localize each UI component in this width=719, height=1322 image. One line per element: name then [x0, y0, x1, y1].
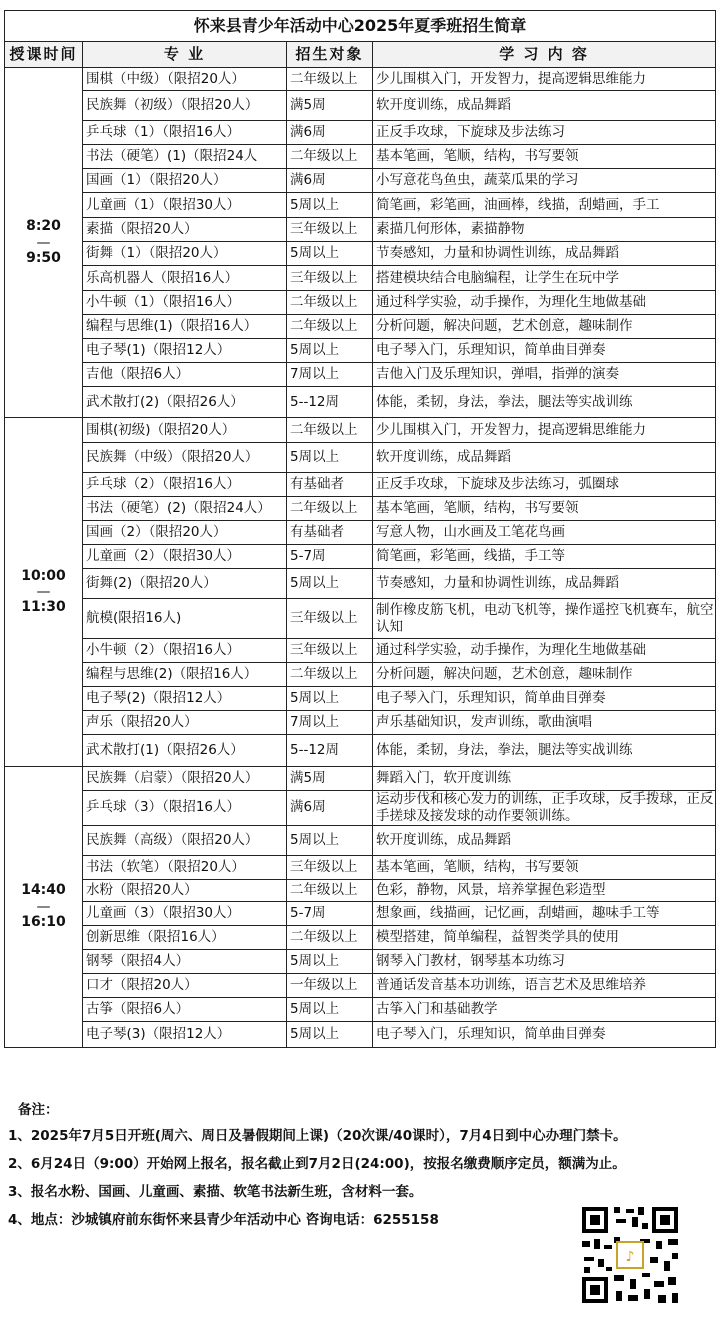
cell-content: 正反手攻球，下旋球及步法练习	[373, 121, 716, 145]
cell-target: 满6周	[287, 121, 373, 145]
cell-target: 5周以上	[287, 443, 373, 473]
cell-target: 5周以上	[287, 687, 373, 711]
cell-target: 5--12周	[287, 387, 373, 418]
table-row	[5, 418, 716, 443]
note-item: 4、地点：沙城镇府前东街怀来县青少年活动中心 咨询电话：6255158	[8, 1212, 439, 1228]
table-row	[5, 879, 716, 901]
cell-target: 5周以上	[287, 1021, 373, 1047]
cell-target: 满5周	[287, 91, 373, 121]
cell-content: 声乐基础知识，发声训练，歌曲演唱	[373, 711, 716, 735]
cell-course: 水粉（限招20人）	[83, 879, 287, 901]
cell-target: 二年级以上	[287, 291, 373, 315]
table-row	[5, 521, 716, 545]
cell-content: 体能，柔韧，身法，拳法，腿法等实战训练	[373, 387, 716, 418]
qr-code-icon	[578, 1203, 682, 1307]
cell-course: 书法（软笔）（限招20人）	[83, 855, 287, 879]
cell-course: 乐高机器人（限招16人）	[83, 266, 287, 291]
cell-course: 儿童画（3）（限招30人）	[83, 901, 287, 925]
table-row	[5, 639, 716, 663]
table-row	[5, 121, 716, 145]
cell-target: 二年级以上	[287, 879, 373, 901]
cell-content: 基本笔画，笔顺，结构，书写要领	[373, 145, 716, 169]
cell-content: 节奏感知，力量和协调性训练，成品舞蹈	[373, 242, 716, 266]
cell-target: 有基础者	[287, 521, 373, 545]
cell-content: 软开度训练，成品舞蹈	[373, 825, 716, 855]
table-row	[5, 855, 716, 879]
table-row	[5, 68, 716, 91]
table-row	[5, 497, 716, 521]
time-start: 10:00	[21, 567, 66, 584]
cell-target: 5周以上	[287, 242, 373, 266]
enrollment-sheet	[4, 10, 715, 1048]
table-row	[5, 193, 716, 218]
cell-target: 5-7周	[287, 545, 373, 569]
cell-target: 有基础者	[287, 473, 373, 497]
table-row	[5, 569, 716, 599]
header-row	[5, 42, 716, 68]
time-end: 16:10	[21, 913, 66, 930]
table-row	[5, 443, 716, 473]
table-row	[5, 973, 716, 997]
cell-content: 吉他入门及乐理知识，弹唱，指弹的演奏	[373, 363, 716, 387]
cell-course: 乒乓球（1）（限招16人）	[83, 121, 287, 145]
time-sep: —	[36, 234, 51, 251]
cell-course: 素描（限招20人）	[83, 218, 287, 242]
cell-target: 三年级以上	[287, 639, 373, 663]
cell-content: 基本笔画，笔顺，结构，书写要领	[373, 855, 716, 879]
table-row	[5, 767, 716, 791]
cell-course: 电子琴(3)（限招12人）	[83, 1021, 287, 1047]
table-row	[5, 545, 716, 569]
cell-content: 少儿围棋入门，开发智力，提高逻辑思维能力	[373, 418, 716, 443]
cell-course: 街舞（1）（限招20人）	[83, 242, 287, 266]
qr-code-graphic	[578, 1203, 682, 1307]
cell-target: 二年级以上	[287, 663, 373, 687]
table-row	[5, 687, 716, 711]
cell-course: 电子琴(1)（限招12人）	[83, 339, 287, 363]
cell-course: 乒乓球（3）（限招16人）	[83, 791, 287, 826]
table-row	[5, 339, 716, 363]
cell-course: 武术散打(1)（限招26人）	[83, 735, 287, 767]
cell-target: 二年级以上	[287, 418, 373, 443]
header-time: 授课时间	[5, 42, 83, 68]
cell-content: 节奏感知，力量和协调性训练，成品舞蹈	[373, 569, 716, 599]
cell-course: 民族舞（初级）（限招20人）	[83, 91, 287, 121]
cell-target: 一年级以上	[287, 973, 373, 997]
cell-target: 5周以上	[287, 997, 373, 1021]
time-start: 14:40	[21, 882, 66, 899]
cell-content: 搭建模块结合电脑编程，让学生在玩中学	[373, 266, 716, 291]
note-item: 2、6月24日（9:00）开始网上报名，报名截止到7月2日(24:00)，按报名缴费顺序定员，额满为止。	[8, 1156, 626, 1172]
cell-content: 电子琴入门，乐理知识，简单曲目弹奏	[373, 687, 716, 711]
time-end: 9:50	[26, 249, 61, 266]
cell-course: 民族舞（中级）（限招20人）	[83, 443, 287, 473]
cell-content: 钢琴入门教材，钢琴基本功练习	[373, 949, 716, 973]
cell-content: 模型搭建，简单编程，益智类学具的使用	[373, 925, 716, 949]
table-row	[5, 599, 716, 639]
table-row	[5, 291, 716, 315]
cell-content: 软开度训练，成品舞蹈	[373, 443, 716, 473]
table-row	[5, 266, 716, 291]
cell-content: 小写意花鸟鱼虫，蔬菜瓜果的学习	[373, 169, 716, 193]
cell-content: 想象画，线描画，记忆画，刮蜡画，趣味手工等	[373, 901, 716, 925]
session-time	[5, 418, 83, 767]
table-row	[5, 387, 716, 418]
table-row	[5, 925, 716, 949]
cell-content: 正反手攻球，下旋球及步法练习，弧圈球	[373, 473, 716, 497]
cell-content: 舞蹈入门，软开度训练	[373, 767, 716, 791]
table-row	[5, 169, 716, 193]
cell-target: 二年级以上	[287, 145, 373, 169]
cell-content: 制作橡皮筋飞机，电动飞机等，操作遥控飞机赛车，航空认知	[373, 599, 716, 639]
table-row	[5, 711, 716, 735]
cell-content: 素描几何形体，素描静物	[373, 218, 716, 242]
header-target: 招生对象	[287, 42, 373, 68]
cell-content: 软开度训练，成品舞蹈	[373, 91, 716, 121]
cell-target: 5周以上	[287, 949, 373, 973]
schedule-table	[4, 10, 716, 1048]
table-row	[5, 1021, 716, 1047]
cell-target: 满6周	[287, 791, 373, 826]
cell-course: 古筝（限招6人）	[83, 997, 287, 1021]
session-time	[5, 68, 83, 418]
table-row	[5, 735, 716, 767]
cell-course: 小牛顿（2）（限招16人）	[83, 639, 287, 663]
cell-course: 民族舞（高级）（限招20人）	[83, 825, 287, 855]
cell-target: 5--12周	[287, 735, 373, 767]
notes-heading: 备注：	[18, 1102, 59, 1118]
table-row	[5, 363, 716, 387]
cell-course: 航模(限招16人)	[83, 599, 287, 639]
table-row	[5, 91, 716, 121]
time-sep: —	[36, 898, 51, 915]
table-row	[5, 315, 716, 339]
table-row	[5, 825, 716, 855]
table-row	[5, 791, 716, 826]
cell-content: 通过科学实验，动手操作，为理化生地做基础	[373, 639, 716, 663]
cell-target: 满5周	[287, 767, 373, 791]
table-row	[5, 473, 716, 497]
cell-course: 小牛顿（1）（限招16人）	[83, 291, 287, 315]
cell-content: 电子琴入门，乐理知识，简单曲目弹奏	[373, 339, 716, 363]
table-row	[5, 242, 716, 266]
time-end: 11:30	[21, 599, 66, 615]
cell-content: 古筝入门和基础教学	[373, 997, 716, 1021]
table-row	[5, 901, 716, 925]
cell-content: 体能，柔韧，身法，拳法，腿法等实战训练	[373, 735, 716, 767]
cell-course: 创新思维（限招16人）	[83, 925, 287, 949]
cell-target: 三年级以上	[287, 266, 373, 291]
cell-course: 书法（硬笔）(2)（限招24人）	[83, 497, 287, 521]
cell-content: 分析问题，解决问题，艺术创意，趣味制作	[373, 663, 716, 687]
cell-target: 5-7周	[287, 901, 373, 925]
cell-content: 色彩，静物，风景，培养掌握色彩造型	[373, 879, 716, 901]
cell-course: 声乐（限招20人）	[83, 711, 287, 735]
cell-target: 二年级以上	[287, 315, 373, 339]
cell-course: 编程与思维(1)（限招16人）	[83, 315, 287, 339]
cell-course: 围棋(初级)（限招20人）	[83, 418, 287, 443]
cell-course: 钢琴（限招4人）	[83, 949, 287, 973]
cell-target: 二年级以上	[287, 68, 373, 91]
cell-target: 二年级以上	[287, 925, 373, 949]
cell-target: 三年级以上	[287, 218, 373, 242]
cell-content: 简笔画，彩笔画，线描，手工等	[373, 545, 716, 569]
cell-target: 二年级以上	[287, 497, 373, 521]
cell-target: 5周以上	[287, 339, 373, 363]
cell-content: 运动步伐和核心发力的训练，正手攻球，反手拨球，正反手搓球及接发球的动作要领训练。	[373, 791, 716, 826]
cell-content: 写意人物，山水画及工笔花鸟画	[373, 521, 716, 545]
time-start: 8:20	[26, 218, 61, 234]
cell-content: 电子琴入门，乐理知识，简单曲目弹奏	[373, 1021, 716, 1047]
cell-target: 5周以上	[287, 569, 373, 599]
cell-course: 围棋（中级）（限招20人）	[83, 68, 287, 91]
cell-course: 编程与思维(2)（限招16人）	[83, 663, 287, 687]
header-course: 专 业	[83, 42, 287, 68]
cell-target: 5周以上	[287, 193, 373, 218]
note-item: 1、2025年7月5日开班(周六、周日及暑假期间上课)（20次课/40课时），7月4日到中心办理门禁卡。	[8, 1128, 627, 1144]
table-row	[5, 218, 716, 242]
cell-course: 儿童画（2）（限招30人）	[83, 545, 287, 569]
cell-content: 通过科学实验，动手操作，为理化生地做基础	[373, 291, 716, 315]
svg-text:♪: ♪	[625, 1249, 635, 1265]
cell-target: 7周以上	[287, 363, 373, 387]
table-row	[5, 997, 716, 1021]
cell-course: 国画（1）（限招20人）	[83, 169, 287, 193]
cell-target: 三年级以上	[287, 599, 373, 639]
page-title: 怀来县青少年活动中心2025年夏季班招生简章	[5, 11, 716, 42]
note-item: 3、报名水粉、国画、儿童画、素描、软笔书法新生班，含材料一套。	[8, 1184, 423, 1200]
session-time	[5, 767, 83, 1048]
cell-content: 普通话发音基本功训练，语言艺术及思维培养	[373, 973, 716, 997]
cell-course: 国画（2）（限招20人）	[83, 521, 287, 545]
cell-course: 儿童画（1）（限招30人）	[83, 193, 287, 218]
cell-course: 武术散打(2)（限招26人）	[83, 387, 287, 418]
cell-content: 少儿围棋入门，开发智力，提高逻辑思维能力	[373, 68, 716, 91]
cell-content: 简笔画，彩笔画，油画棒，线描，刮蜡画，手工	[373, 193, 716, 218]
cell-target: 满6周	[287, 169, 373, 193]
cell-course: 书法（硬笔）(1)（限招24人	[83, 145, 287, 169]
cell-course: 街舞(2)（限招20人）	[83, 569, 287, 599]
cell-target: 7周以上	[287, 711, 373, 735]
table-row	[5, 663, 716, 687]
cell-target: 三年级以上	[287, 855, 373, 879]
table-row	[5, 145, 716, 169]
cell-course: 电子琴(2)（限招12人）	[83, 687, 287, 711]
table-row	[5, 949, 716, 973]
cell-course: 乒乓球（2）（限招16人）	[83, 473, 287, 497]
header-content: 学 习 内 容	[373, 42, 716, 68]
time-sep: —	[36, 584, 51, 600]
cell-content: 分析问题，解决问题，艺术创意，趣味制作	[373, 315, 716, 339]
title-row	[5, 11, 716, 42]
cell-content: 基本笔画，笔顺，结构，书写要领	[373, 497, 716, 521]
cell-course: 民族舞（启蒙）（限招20人）	[83, 767, 287, 791]
cell-target: 5周以上	[287, 825, 373, 855]
cell-course: 口才（限招20人）	[83, 973, 287, 997]
cell-course: 吉他（限招6人）	[83, 363, 287, 387]
